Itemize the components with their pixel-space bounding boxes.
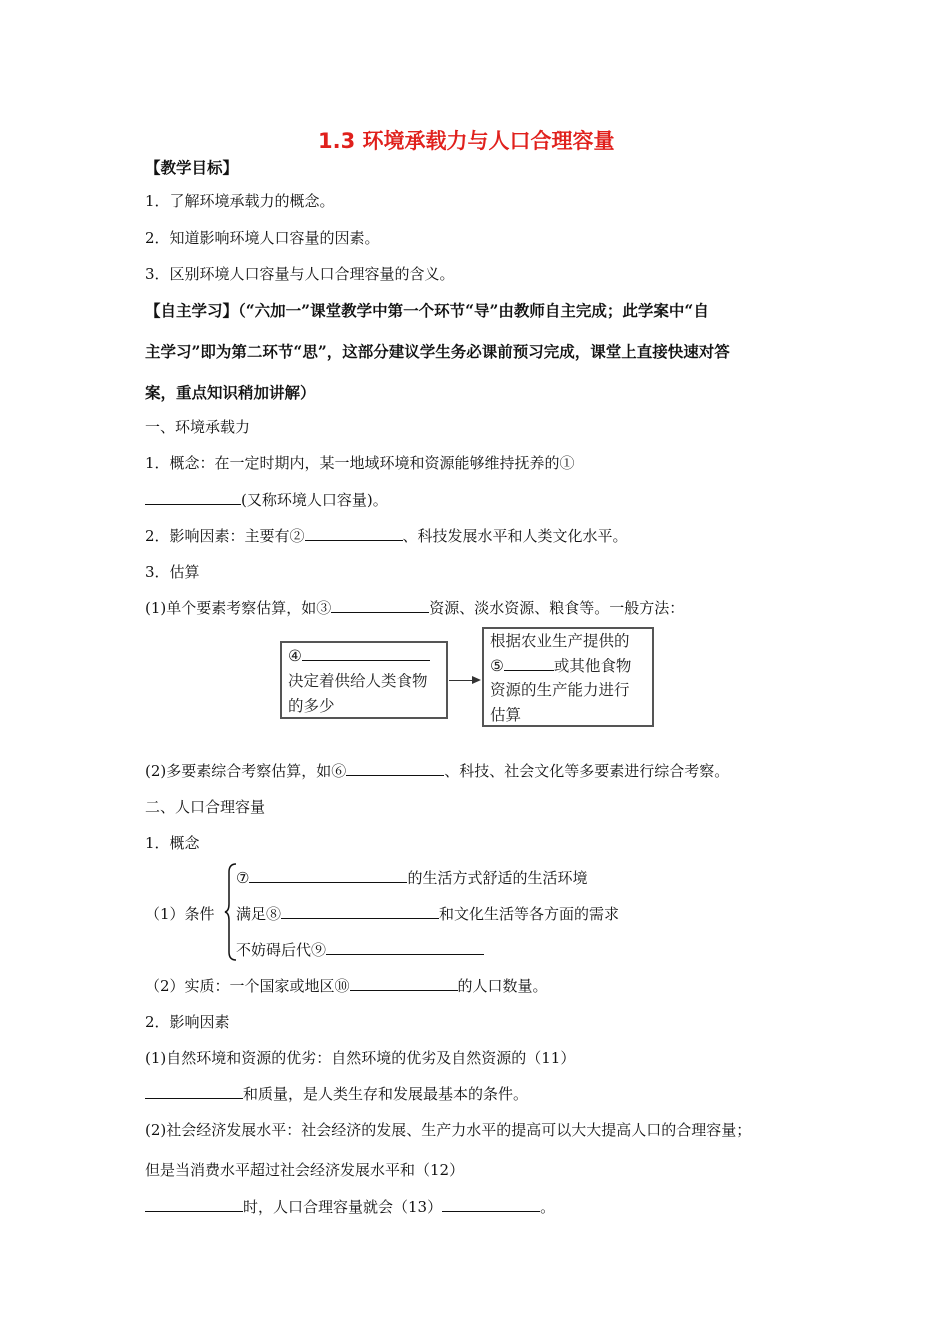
diagram-box-left <box>280 641 448 719</box>
self-study-heading-line-1: 【自主学习】（“六加一”课堂教学中第一个环节“导”由教师自主完成；此学案中“自 <box>145 301 709 320</box>
answer-blank-4[interactable] <box>302 648 430 661</box>
answer-blank-8[interactable] <box>281 904 439 919</box>
self-study-heading-line-2: 主学习”即为第二环节“思”，这部分建议学生务必课前预习完成，课堂上直接快速对答 <box>145 342 730 361</box>
diagram-box-right <box>482 627 654 727</box>
answer-blank-6[interactable] <box>346 761 444 776</box>
section1-multi-line: (2)多要素综合考察估算，如⑥ 、科技、社会文化等多要素进行综合考察。 <box>145 762 730 780</box>
answer-blank-3[interactable] <box>331 598 429 613</box>
box-left-line-1: ④ <box>288 644 440 669</box>
section2-factors: 2．影响因素 <box>145 1013 230 1031</box>
section1-estimate: 3．估算 <box>145 563 200 581</box>
factor2-line-b: 但是当消费水平超过社会经济发展水平和（12） <box>145 1161 465 1179</box>
section2-concept: 1．概念 <box>145 834 200 852</box>
section1-concept-line-b: (又称环境人口容量)。 <box>145 489 388 510</box>
diagram-arrow-head <box>472 676 481 684</box>
section1-single-line: (1)单个要素考察估算，如③ 资源、淡水资源、粮食等。一般方法： <box>145 599 685 617</box>
objective-item-1: 1．了解环境承载力的概念。 <box>145 192 335 210</box>
answer-blank-5[interactable] <box>504 658 554 671</box>
box-left-line-3: 的多少 <box>288 697 335 715</box>
section1-factors-line: 2．影响因素：主要有② 、科技发展水平和人类文化水平。 <box>145 527 628 545</box>
condition-line-1: ⑦ 的生活方式舒适的生活环境 <box>236 869 588 887</box>
answer-blank-13[interactable] <box>442 1197 540 1212</box>
box-right-line-2: ⑤ 或其他食物 <box>490 656 632 675</box>
factor2-line-a: (2)社会经济发展水平：社会经济的发展、生产力水平的提高可以大大提高人口的合理容量； <box>145 1121 752 1139</box>
self-study-heading-line-3: 案，重点知识稍加讲解） <box>145 383 316 402</box>
objectives-heading: 【教学目标】 <box>145 158 239 177</box>
box-right-line-4: 估算 <box>490 705 522 724</box>
box-left-line-2: 决定着供给人类食物 <box>288 672 428 690</box>
answer-blank-9[interactable] <box>326 940 484 955</box>
condition-label: （1）条件 <box>145 905 215 923</box>
objective-item-3: 3．区别环境人口容量与人口合理容量的含义。 <box>145 265 455 283</box>
condition-line-2: 满足⑧ 和文化生活等各方面的需求 <box>236 905 620 923</box>
page-title: 1.3 环境承载力与人口合理容量 <box>318 129 615 153</box>
answer-blank-1[interactable] <box>145 490 241 505</box>
essence-line: （2）实质：一个国家或地区⑩ 的人口数量。 <box>145 977 548 995</box>
answer-blank-7[interactable] <box>249 868 407 883</box>
section1-title: 一、环境承载力 <box>145 418 251 436</box>
answer-blank-2[interactable] <box>305 526 403 541</box>
box-right-line-3: 资源的生产能力进行 <box>490 681 630 699</box>
factor2-line-c: 时，人口合理容量就会（13） 。 <box>145 1196 555 1217</box>
factor1-line-b: 和质量，是人类生存和发展最基本的条件。 <box>145 1083 528 1104</box>
section1-concept-line-a: 1．概念：在一定时期内，某一地域环境和资源能够维持抚养的① <box>145 454 575 472</box>
answer-blank-10[interactable] <box>350 976 458 991</box>
condition-line-3: 不妨碍后代⑨ <box>236 939 484 960</box>
section2-title: 二、人口合理容量 <box>145 798 266 816</box>
diagram-arrow-line <box>449 680 473 681</box>
answer-blank-12[interactable] <box>145 1197 243 1212</box>
factor1-line-a: (1)自然环境和资源的优劣：自然环境的优劣及自然资源的（11） <box>145 1049 576 1067</box>
answer-blank-11[interactable] <box>145 1084 243 1099</box>
objective-item-2: 2．知道影响环境人口容量的因素。 <box>145 229 380 247</box>
box-right-line-1: 根据农业生产提供的 <box>490 632 630 650</box>
